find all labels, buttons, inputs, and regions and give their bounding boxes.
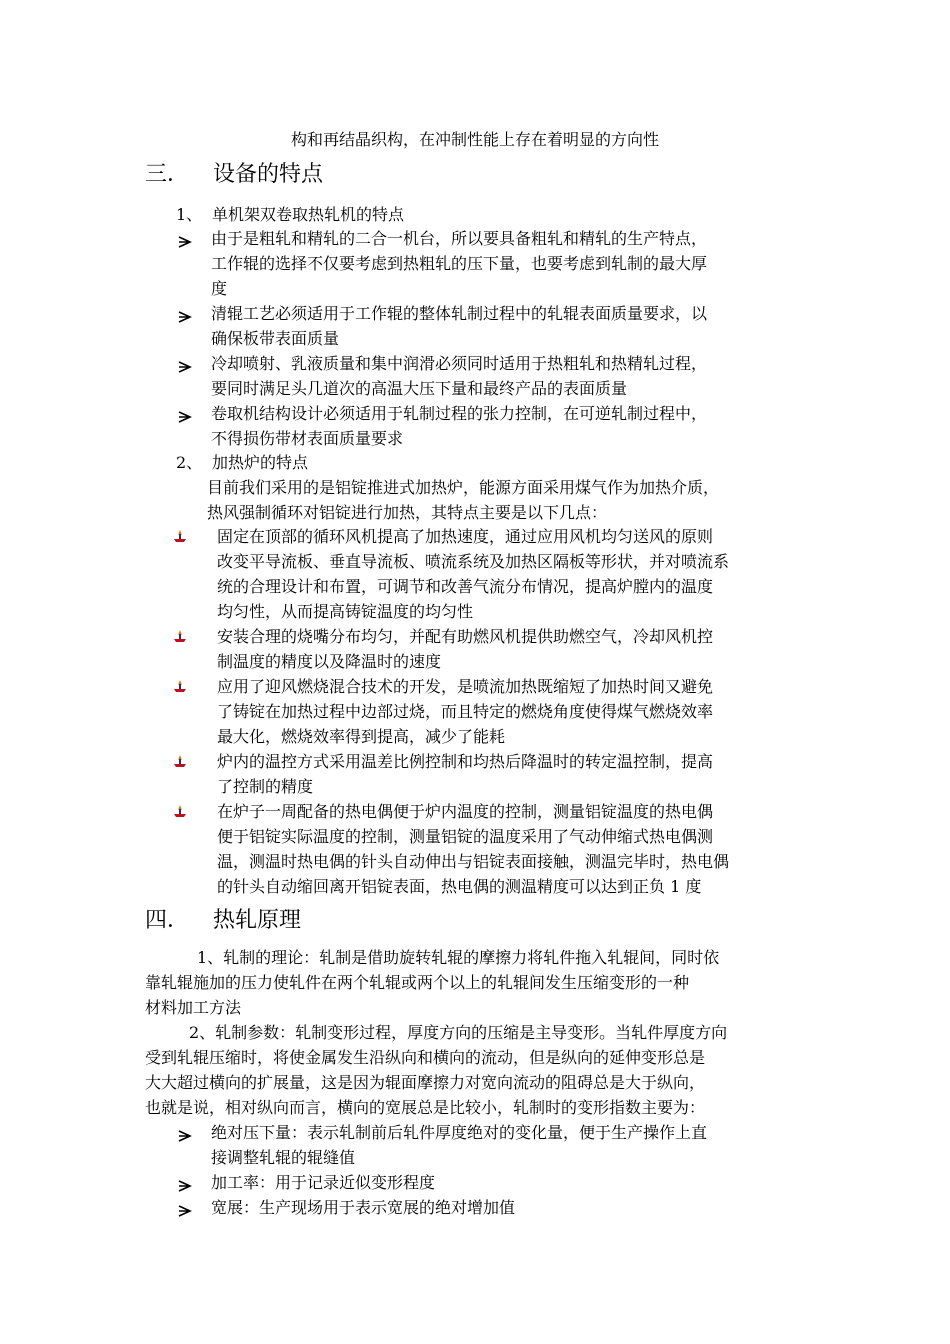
bullet-line: 均匀性，从而提高铸锭温度的均匀性 [217,602,474,621]
arrow-bullet-icon [178,1126,192,1138]
bullet-line: 固定在顶部的循环风机提高了加热速度，通过应用风机均匀送风的原则 [217,527,714,546]
para-line: 2、轧制参数：轧制变形过程，厚度方向的压缩是主导变形。当轧件厚度方向 [189,1023,728,1042]
bullet-line: 温，测温时热电偶的针头自动伸出与铝锭表面接触，测温完毕时，热电偶 [217,852,730,871]
paragraph-rolling-theory [145,945,805,1020]
bullet-line: 的针头自动缩回离开铝锭表面，热电偶的测温精度可以达到正负 1 度 [217,877,702,896]
subsection-2-number: 2、 [176,453,203,472]
bullet-item [211,301,805,351]
subsection-1-title: 单机架双卷取热轧机的特点 [212,205,405,224]
dart-bullet-icon [173,803,187,817]
section-3-title: 设备的特点 [213,162,324,187]
bullet-line: 工作辊的选择不仅要考虑到热粗轧的压下量，也要考虑到轧制的最大厚 [211,254,708,273]
bullet-line: 接调整轧辊的辊缝值 [211,1148,356,1167]
arrow-bullet-icon [178,1201,192,1213]
section-4-heading [145,906,301,936]
bullet-line: 确保板带表面质量 [211,329,340,348]
bullet-line: 安装合理的烧嘴分布均匀，并配有助燃风机提供助燃空气，冷却风机控 [217,627,714,646]
dart-bullet-icon [173,528,187,542]
bullet-line: 炉内的温控方式采用温差比例控制和均热后降温时的转定温控制，提高 [217,752,714,771]
para-line: 材料加工方法 [145,998,242,1017]
subsection-2-title: 加热炉的特点 [212,453,309,472]
bullet-item [211,226,805,301]
subsection-2-heading [176,450,308,475]
arrow-bullet-icon [178,357,192,369]
section-4-title: 热轧原理 [213,908,302,933]
para-line: 受到轧辊压缩时，将使金属发生沿纵向和横向的流动，但是纵向的延伸变形总是 [145,1048,706,1067]
bullet-line: 制温度的精度以及降温时的速度 [217,652,442,671]
bullet-item [217,799,805,899]
bullet-line: 由于是粗轧和精轧的二合一机台，所以要具备粗轧和精轧的生产特点， [211,229,708,248]
bullet-line: 了控制的精度 [217,777,314,796]
bullet-line: 便于铝锭实际温度的控制，测量铝锭的温度采用了气动伸缩式热电偶测 [217,827,714,846]
arrow-bullet-icon [178,407,192,419]
arrow-bullet-icon [178,307,192,319]
subsection-2-intro [207,475,805,525]
intro-line: 目前我们采用的是铝锭推进式加热炉，能源方面采用煤气作为加热介质， [207,478,720,497]
bullet-line: 冷却喷射、乳液质量和集中润滑必须同时适用于热粗轧和热精轧过程， [211,354,708,373]
dart-bullet-icon [173,753,187,767]
bullet-line: 最大化，燃烧效率得到提高，减少了能耗 [217,727,506,746]
bullet-line: 清辊工艺必须适用于工作辊的整体轧制过程中的轧辊表面质量要求，以 [211,304,708,323]
bullet-item [217,674,805,749]
continued-line: 构和再结晶织构，在冲制性能上存在着明显的方向性 [290,130,659,149]
bullet-line: 在炉子一周配备的热电偶便于炉内温度的控制，测量铝锭温度的热电偶 [217,802,714,821]
para-line: 也就是说，相对纵向而言，横向的宽展总是比较小，轧制时的变形指数主要为： [145,1098,706,1117]
subsection-1-number: 1、 [176,205,203,224]
section-3-number: 三． [145,162,190,187]
dart-bullet-icon [173,628,187,642]
bullet-item [211,351,805,401]
bullet-line: 绝对压下量：表示轧制前后轧件厚度绝对的变化量，便于生产操作上直 [211,1123,708,1142]
bullet-line: 宽展：生产现场用于表示宽展的绝对增加值 [211,1198,516,1217]
bullet-line: 要同时满足头几道次的高温大压下量和最终产品的表面质量 [211,379,628,398]
bullet-line: 卷取机结构设计必须适用于轧制过程的张力控制，在可逆轧制过程中， [211,404,708,423]
bullet-item [211,1120,805,1170]
bullet-item [217,749,805,799]
section-3-heading [145,160,323,190]
para-line: 靠轧辊施加的压力使轧件在两个轧辊或两个以上的轧辊间发生压缩变形的一种 [145,973,690,992]
bullet-line: 统的合理设计和布置，可调节和改善气流分布情况，提高炉膛内的温度 [217,577,714,596]
bullet-item [211,1195,805,1220]
paragraph-rolling-parameters [145,1020,805,1120]
arrow-bullet-icon [178,1176,192,1188]
dart-bullet-icon [173,678,187,692]
bullet-item [211,1170,805,1195]
bullet-line: 不得损伤带材表面质量要求 [211,429,404,448]
bullet-item [217,624,805,674]
bullet-line: 加工率：用于记录近似变形程度 [211,1173,436,1192]
bullet-line: 度 [211,279,228,298]
bullet-item [217,524,805,624]
bullet-item [211,401,805,451]
subsection-1-heading [176,202,404,227]
para-line: 1、轧制的理论：轧制是借助旋转轧辊的摩擦力将轧件拖入轧辊间，同时依 [197,948,720,967]
bullet-line: 改变平导流板、垂直导流板、喷流系统及加热区隔板等形状，并对喷流系 [217,552,730,571]
bullet-line: 应用了迎风燃烧混合技术的开发，是喷流加热既缩短了加热时间又避免 [217,677,714,696]
para-line: 大大超过横向的扩展量，这是因为辊面摩擦力对宽向流动的阻碍总是大于纵向， [145,1073,706,1092]
section-4-number: 四． [145,908,190,933]
intro-line: 热风强制循环对铝锭进行加热，其特点主要是以下几点： [207,503,608,522]
bullet-line: 了铸锭在加热过程中边部过烧，而且特定的燃烧角度使得煤气燃烧效率 [217,702,714,721]
arrow-bullet-icon [178,232,192,244]
